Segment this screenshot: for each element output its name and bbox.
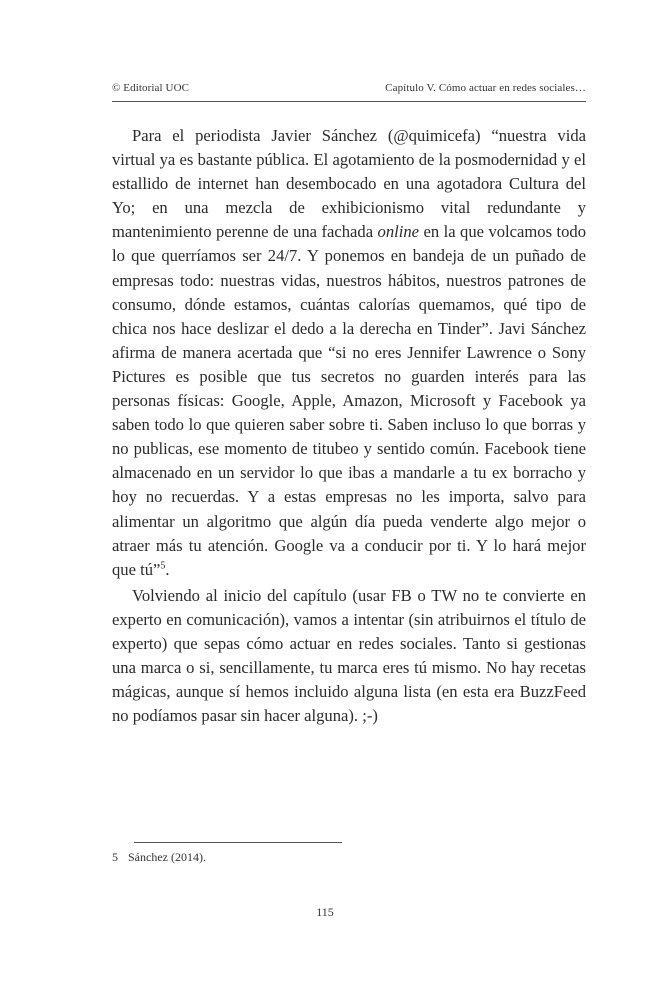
paragraph-2: Volviendo al inicio del capítulo (usar FB o TW no te convierte en experto en comunicación), vamos a intentar (sin atribuirnos el título de experto) que sepas cómo actuar en redes sociales. Tanto si gestionas una marca o si, sencillamente, tu marca eres tú mismo. No hay recetas mágicas, aunque sí hemos incluido alguna lista (en esta era BuzzFeed no podíamos pasar sin hacer alguna). ;-) — [112, 585, 586, 726]
footnote-divider — [134, 842, 342, 843]
publisher-label: © Editorial UOC — [112, 82, 190, 94]
footnote-text: Sánchez (2014). — [128, 850, 206, 864]
paragraph-1-text-a: Para el periodista Javier Sánchez (@quimicefa) “nuestra vida virtual ya es bastante pública. El agotamiento de la posmodernidad y el estallido de internet han desembocado en una agotadora Cultura del Yo; en una mezcla de exhibicionismo vital redundante y mantenimiento perenne de una fachada — [112, 126, 586, 242]
running-header — [112, 82, 586, 98]
footnote-reference: 5 — [160, 560, 166, 572]
body-text — [112, 124, 586, 728]
paragraph-1-text-b: en la que volcamos todo lo que querríamos ser 24/7. Y ponemos en bandeja de un puñado de empresas todo: nuestras vidas, nuestros hábitos, nuestros patrones de consumo, dónde estamos, cuántas calorías quemamos, qué tipo de chica nos hace deslizar el dedo a la derecha en Tinder”. Javi Sánchez afirma de manera acertada que “si no eres Jennifer Lawrence o Sony Pictures es posible que tus secretos no guarden interés para las personas físicas: Google, Apple, Amazon, Microsoft y Facebook ya saben todo lo que quieren saber sobre ti. Saben incluso lo que borras y no publicas, ese momento de titubeo y sentido común. Facebook tiene almacenado en un servidor lo que ibas a mandarle a tu ex borracho y hoy no recuerdas. Y a estas empresas no les importa, salvo para alimentar un algoritmo que algún día pueda venderte algo mejor o atraer más tu atención. Google va a conducir por ti. Y lo hará mejor que tú” — [112, 222, 587, 579]
paragraph-1 — [112, 124, 586, 582]
header-divider — [112, 101, 586, 102]
chapter-title: Capítulo V. Cómo actuar en redes sociales… — [385, 82, 586, 94]
italic-online: online — [377, 222, 420, 242]
paragraph-1-end: . — [165, 559, 170, 579]
footnote — [112, 850, 206, 865]
page-number: 115 — [316, 905, 334, 919]
footnote-number: 5 — [112, 850, 118, 864]
